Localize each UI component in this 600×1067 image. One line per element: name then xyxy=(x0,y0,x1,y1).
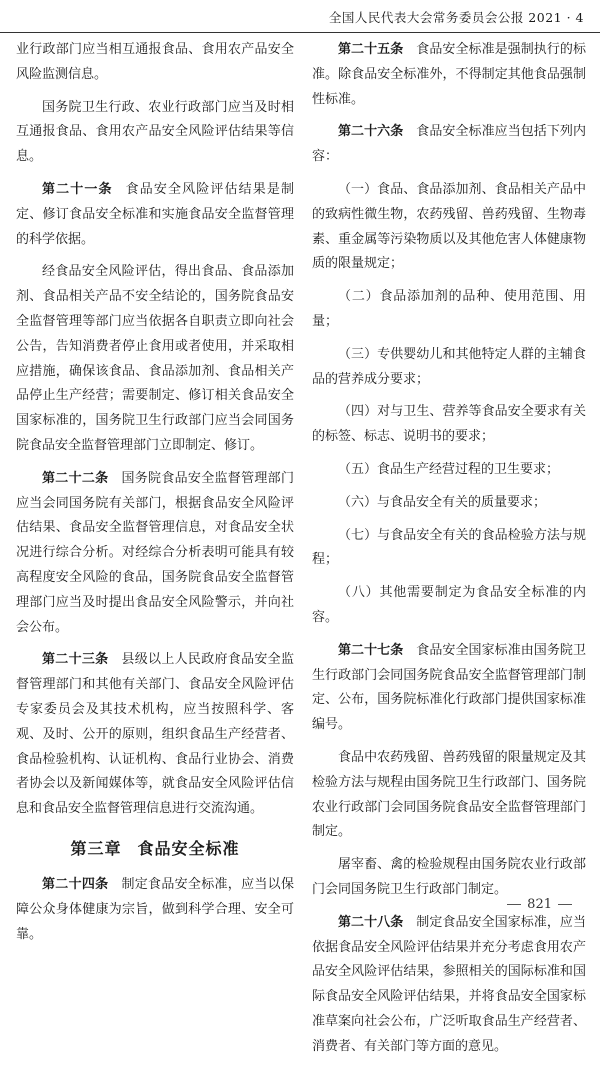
article-paragraph xyxy=(312,38,586,112)
paragraph-text: （六）与食品安全有关的质量要求； xyxy=(338,494,547,510)
paragraph xyxy=(312,178,586,277)
paragraph xyxy=(16,38,294,88)
paragraph xyxy=(312,746,586,845)
article-paragraph xyxy=(16,467,294,641)
article-paragraph xyxy=(16,178,294,252)
paragraph xyxy=(312,458,586,483)
paragraph xyxy=(312,524,586,574)
footer-dash-left xyxy=(507,904,521,905)
paragraph-text: 食品中农药残留、兽药残留的限量规定及其检验方法与规程由国务院卫生行政部门、国务院农业行政部门会同国务院食品安全监督管理部门制定。 xyxy=(312,749,586,840)
paragraph-text: （七）与食品安全有关的食品检验方法与规程； xyxy=(312,527,586,568)
paragraph-text: （五）食品生产经营过程的卫生要求； xyxy=(338,461,560,477)
chapter-heading xyxy=(16,836,294,859)
paragraph xyxy=(16,96,294,170)
paragraph xyxy=(16,260,294,458)
article-number: 第二十八条 xyxy=(338,914,404,930)
right-column xyxy=(312,38,586,1067)
paragraph-text: 食品安全风险评估结果是制定、修订食品安全标准和实施食品安全监督管理的科学依据。 xyxy=(16,181,294,247)
page-header xyxy=(0,6,600,28)
article-number: 第二十一条 xyxy=(42,181,113,197)
paragraph-text: 国务院卫生行政、农业行政部门应当及时相互通报食品、食用农产品安全风险评估结果等信息。 xyxy=(16,99,294,165)
paragraph-text: 食品安全标准应当包括下列内容： xyxy=(312,124,586,165)
paragraph xyxy=(312,853,586,903)
article-paragraph xyxy=(312,120,586,170)
footer-dash-right xyxy=(558,904,572,905)
paragraph xyxy=(312,343,586,393)
paragraph-text: （三）专供婴幼儿和其他特定人群的主辅食品的营养成分要求； xyxy=(312,346,586,387)
article-paragraph xyxy=(312,911,586,1060)
paragraph xyxy=(312,581,586,631)
paragraph-text: 食品安全标准是强制执行的标准。除食品安全标准外，不得制定其他食品强制性标准。 xyxy=(312,42,586,107)
article-number: 第二十二条 xyxy=(42,470,109,486)
paragraph-text: （八）其他需要制定为食品安全标准的内容。 xyxy=(312,585,586,625)
left-column xyxy=(16,38,294,955)
paragraph xyxy=(312,285,586,335)
paragraph-text: 经食品安全风险评估，得出食品、食品添加剂、食品相关产品不安全结论的，国务院食品安全监督管理等部门应当依据各自职责立即向社会公告，告知消费者停止食用或者使用，并采取相应措施，确保该食品、食品添加剂、食品相关产品停止生产经营；需要制定、修订相关食品安全国家标准的，国务院卫生行政部门应当会同国务院食品安全监督管理部门立即制定、修订。 xyxy=(16,264,294,453)
article-paragraph xyxy=(16,648,294,822)
page-number: 821 xyxy=(527,897,552,912)
paragraph-text: 制定食品安全国家标准，应当依据食品安全风险评估结果并充分考虑食用农产品安全风险评估结果，参照相关的国际标准和国际食品安全风险评估结果，并将食品安全国家标准草案向社会公布，广泛听取食品生产经营者、消费者、有关部门等方面的意见。 xyxy=(312,914,586,1054)
paragraph-text: （二）食品添加剂的品种、使用范围、用量； xyxy=(312,289,586,329)
article-number: 第二十七条 xyxy=(338,642,404,658)
page-footer xyxy=(501,897,578,912)
article-number: 第二十五条 xyxy=(338,42,404,57)
paragraph-text: 国务院食品安全监督管理部门应当会同国务院有关部门，根据食品安全风险评估结果、食品安全监督管理信息，对食品安全状况进行综合分析。对经综合分析表明可能具有较高程度安全风险的食品，国务院食品安全监督管理部门应当及时提出食品安全风险警示，并向社会公布。 xyxy=(16,470,294,635)
article-paragraph xyxy=(16,873,294,947)
chapter-title: 食品安全标准 xyxy=(137,838,240,858)
gazette-title: 全国人民代表大会常务委员会公报 2021 · 4 xyxy=(328,10,584,25)
article-number: 第二十三条 xyxy=(42,652,109,668)
article-number: 第二十六条 xyxy=(338,124,404,140)
header-rule xyxy=(0,32,600,33)
paragraph-text: 业行政部门应当相互通报食品、食用农产品安全风险监测信息。 xyxy=(16,42,294,82)
paragraph xyxy=(312,400,586,450)
paragraph xyxy=(312,491,586,516)
paragraph-text: 县级以上人民政府食品安全监督管理部门和其他有关部门、食品安全风险评估专家委员会及其技术机构，应当按照科学、客观、及时、公开的原则，组织食品生产经营者、食品检验机构、认证机构、食品行业协会、消费者协会以及新闻媒体等，就食品安全风险评估信息和食品安全监督管理信息进行交流沟通。 xyxy=(16,652,294,817)
paragraph-text: （一）食品、食品添加剂、食品相关产品中的致病性微生物，农药残留、兽药残留、生物毒素、重金属等污染物质以及其他危害人体健康物质的限量规定； xyxy=(312,181,586,272)
article-number: 第二十四条 xyxy=(42,876,109,892)
paragraph-text: （四）对与卫生、营养等食品安全要求有关的标签、标志、说明书的要求； xyxy=(312,404,586,445)
paragraph-text: 屠宰畜、禽的检验规程由国务院农业行政部门会同国务院卫生行政部门制定。 xyxy=(312,857,586,897)
paragraph-text: 制定食品安全标准，应当以保障公众身体健康为宗旨，做到科学合理、安全可靠。 xyxy=(16,876,294,942)
chapter-number: 第三章 xyxy=(70,838,122,858)
paragraph-text: 食品安全国家标准由国务院卫生行政部门会同国务院食品安全监督管理部门制定、公布，国务院标准化行政部门提供国家标准编号。 xyxy=(312,642,586,733)
article-paragraph xyxy=(312,639,586,738)
